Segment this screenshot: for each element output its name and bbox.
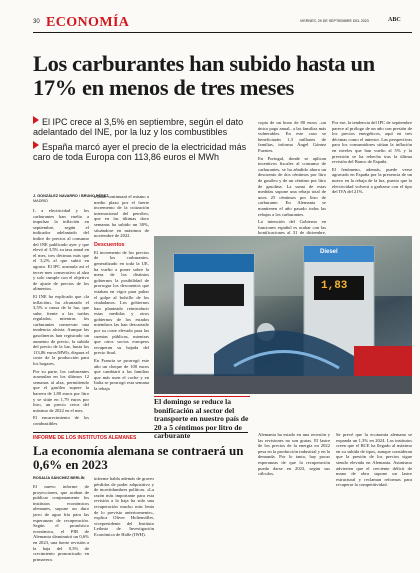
brand-logo: ABC — [388, 17, 401, 23]
headline: Los carburantes han subido hasta un 17% en menos de tres meses — [33, 51, 375, 100]
quote-rule — [154, 396, 250, 397]
paragraph: informe habla además de graves pérdidas de poder adquisitivo y de incertidumbres políticas. «La razón más importante para esta revisión a la baja ha sido una recuperación mucho más lenta de lo previsto anteriormente», explica Oliver Holtemöller, vicepresidente del Instituto Leibniz de Investigación Económica de Halle (IWH). — [94, 476, 154, 537]
subhead: Descuentos — [94, 241, 125, 248]
bottom-column-1 — [33, 484, 89, 566]
article-column-3 — [258, 120, 326, 242]
bottom-column-3 — [258, 432, 330, 566]
byline-place: MADRID — [33, 199, 48, 204]
pump-label: Diesel — [320, 249, 338, 255]
paragraph: L a electricidad y los carburantes han vuelto a impulsar la inflación en septiembre, según el indicador adelantado del índice de precios al consumo del INE publicado ayer y que elevó al 3,5% su tasa anual en el mes, tres décimas más que el 3,2% al que subió en agosto. El IPC acumula así el tercer mes consecutivo al alza y solo cumple con el objetivo de ajuste de precios de los alimentos. — [33, 208, 89, 292]
article-column-2 — [94, 194, 149, 393]
paragraph: tributo continuará el mismo a medio plazo por el fuerte incremento de la cotización internacional del petróleo, que en las últimas doce semanas ha subido un 30%, situándose en máximos de noviembre de 2022. — [94, 194, 149, 239]
bottom-column-4 — [336, 432, 412, 566]
dateline: VIERNES, 29 DE SEPTIEMBRE DEL 2023 — [300, 19, 369, 23]
paragraph: El nuevo informe de proyecciones, que acaban de publicar conjuntamente los institutos económicos alemanes, supone un duro jarro de agua fría para las esperanzas de recuperación. Según el pronóstico económico, el PIB de Alemania disminuirá un 0,6% en 2023, una fuerte revisión a la baja del 0,3% de crecimiento pronosticado en primavera. — [33, 484, 89, 562]
byline-authors: J. GONZÁLEZ NAVARRO / BRUNO PÉREZ — [33, 194, 109, 198]
paragraph: El incremento de los precios de los carburantes, generalizado en toda la UE, ha vuelto a poner sobre la mesa de los distintos gobiernos la posibilidad de prorrogar los descuentos que estaban en vigor para paliar el golpe al bolsillo de los ciudadanos. Los gobiernos han planteado reintroducir estas medidas y otros gobiernos de los estados miembros las han descartado por su coste elevado para las cuentas públicas, mientras que otros socios europeos recuperan su bajada del precio final. — [94, 249, 149, 356]
bottom-headline: La economía alemana se contraerá un 0,6% en 2023 — [33, 443, 244, 472]
paragraph: En Francia se prorrogó este año un cheque de 100 euros que cambiará a las familias que más usen el coche y en Italia se prorrogó esta semana la rebaja — [94, 358, 149, 391]
paragraph: Por ese, la tendencia del IPC de septiembre parece al prólogo de un año con presión de los precios energéticos, aquí en tres décimas como el anterior. Las perspectivas para los consumidores sitúan la inflación en niveles que han vuelto al 5% y la previsión se ha rehecho tras la última revisión del Banco de España. — [332, 120, 412, 165]
pull-quote — [154, 398, 250, 441]
deck-bullet: España marcó ayer el precio de la electricidad más caro de toda Europa con 113,86 euros el MWh — [33, 141, 247, 163]
paragraph: La intención del Gobierno en funciones español es acabar con las bonificaciones al 31 de diciembre, — [258, 219, 326, 236]
fuel-station-photo — [154, 236, 412, 394]
article-column-1 — [33, 208, 89, 426]
bottom-byline: ROSALÍA SÁNCHEZ BERLÍN — [33, 476, 85, 480]
paragraph: El INE ha explicado que «la inflación» ha alcanzado el 3,5% a causa de la luz, que sube, frente a las tarifas reguladas, mientras los carburantes conservan una tendencia alcista. Aunque las gasolineras han registrado un aumento de precio, la subida del precio de la luz, hasta los 113,86 euros/MWh, dispara el coste de la producción para los hogares. — [33, 293, 89, 367]
deck-bullets — [33, 116, 248, 163]
section-title: ECONOMÍA — [46, 15, 130, 30]
paragraph: En Portugal, donde se aplican incentivos fiscales al consumo de carburantes, se ha añadido ahora un descuento de dos céntimos por litro de gasóleo y de un céntimo por litro de gasolina. La suma de estas medidas supone una rebaja total de unos 25 céntimos por litro de carburante. En Alemania se mantienen el año pasado todas las rebajas a los carburantes. — [258, 155, 326, 217]
paragraph: Se prevé que la economía alemana se expanda un 1,3% en 2024. Los institutos creen que el BCE ha llegado al máximo en su subida de tipos, aunque consideran que la presión de los precios sigue siendo elevada en Alemania. Asimismo advierten que el creciente déficit de mano de obra supone un lastre estructural y reclaman reformas para recuperar la competitividad. — [336, 432, 412, 488]
triangle-bullet-icon — [33, 141, 39, 149]
paragraph: El fenómeno, además, puede verse agravado en España por la presencia de un nuevo en la rebaja de la luz, puesto que la electricidad volverá a grabarse con el tipo del IVA del 21%. — [332, 166, 412, 195]
paragraph: copia de un bono de 80 euros –un único pago anual– a las familias más vulnerables. En este caso se beneficiarán 1,3 millones de familias, informa Ángel Gómez Fuentes. — [258, 120, 326, 153]
bottom-column-2 — [94, 476, 154, 566]
deck-bullet: El IPC crece al 3,5% en septiembre, según el dato adelantado del INE, por la luz y los combustibles — [33, 117, 244, 138]
paragraph: Por su parte, los carburantes acumulan en los últimos 12 semanas al alza, permitiendo que el gasóleo supere la barrera de 1,80 euros por litro y se sitúe en 1,79 euros por litro, un precio cerca del máximo de 2022 en el mes. — [33, 368, 89, 413]
bottom-kicker: INFORME DE LOS INSTITUTOS ALEMANES — [33, 435, 137, 441]
header-rule — [33, 32, 412, 33]
pump-price: 1,83 — [321, 280, 348, 292]
page-number: 30 — [33, 19, 40, 25]
triangle-bullet-icon — [33, 116, 39, 124]
pull-quote-text: El domingo se reduce la bonificación al sector del transporte en nuestro país de 20 a 5 céntimos por litro de carburante — [154, 397, 249, 441]
gas-pump-illustration — [154, 236, 412, 394]
bottom-article-rule — [33, 432, 248, 433]
paragraph: Alemania ha estado en una recesión y las revisiones no son gratas. El lastre de los precios de la energía en 2022 pesa en la producción industrial y en la demanda. Por lo tanto, hay pocas esperanzas de que la recuperación pueda darse en 2023, según sus cálculos. — [258, 432, 330, 477]
paragraph: El encarecimiento de los combustibles — [33, 415, 89, 426]
